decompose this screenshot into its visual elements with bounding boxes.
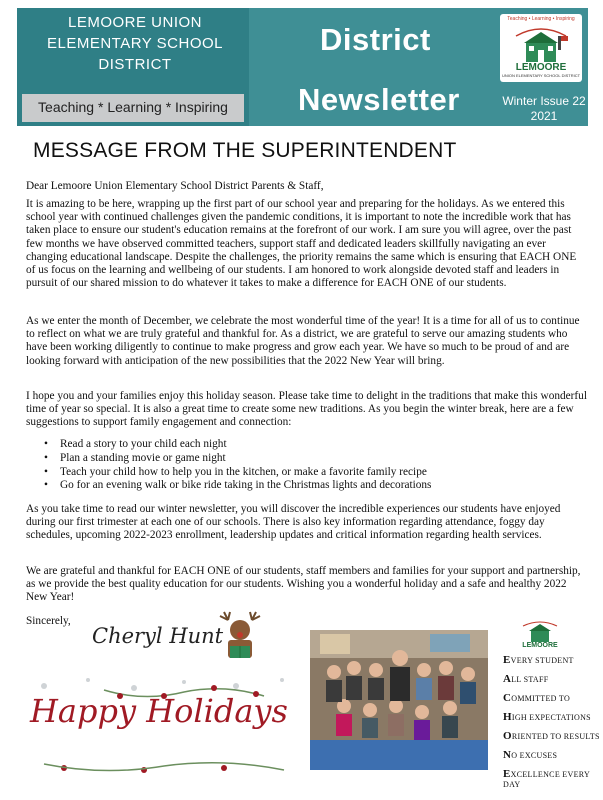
acronym-rest: OMMITTED TO xyxy=(511,694,571,703)
small-logo-name: LEMOORE xyxy=(522,642,558,649)
happy-holidays-text: Happy Holidays xyxy=(30,692,288,730)
article-heading: MESSAGE FROM THE SUPERINTENDENT xyxy=(33,139,457,162)
logo-name: LEMOORE xyxy=(515,62,567,73)
issue-label: Winter Issue 22 xyxy=(502,94,586,108)
acronym-line-committed xyxy=(503,692,570,704)
salutation: Dear Lemoore Union Elementary School District Parents & Staff, xyxy=(26,180,324,192)
class-photo xyxy=(310,630,488,770)
paragraph-4: As you take time to read our winter newsletter, you will discover the incredible experiences our students have enjoyed during our first trimester at each one of our schools. There is also key information regarding attendance, foggy day schedules, upcoming 2022-2023 enrollment, leadership updates and critical information regarding health services. xyxy=(26,503,561,542)
acronym-initial: H xyxy=(503,711,512,723)
acronym-initial: C xyxy=(503,692,512,704)
list-item: • Plan a standing movie or game night xyxy=(44,452,564,466)
signature: Cheryl Hunt xyxy=(92,624,224,648)
paragraph-5: We are grateful and thankful for EACH ONE of our students, staff members and families for your support and partnership, as we provide the best quality education for our students. Wishing you a wonderful holiday and a safe and healthy 2022 New Year! xyxy=(26,565,581,604)
reindeer-icon xyxy=(214,610,270,666)
acronym-initial: E xyxy=(503,768,511,780)
paragraph-2: As we enter the month of December, we celebrate the most wonderful time of the year! It is a time for all of us to continue to reflect on what we are truly grateful and thankful for. As a district, we are grateful to serve our amazing students who have been working diligently to continue to make progress and grow each year. We have so much to be proud of and are looking forward with anticipation of the new possibilities that the 2022 New Year will bring. xyxy=(26,315,580,367)
acronym-rest: LL STAFF xyxy=(511,675,549,684)
acronym-rest: VERY STUDENT xyxy=(510,656,574,665)
acronym-rest: O EXCUSES xyxy=(511,751,558,760)
acronym-line-all xyxy=(503,673,549,685)
acronym-initial: N xyxy=(503,749,512,761)
acronym-line-each xyxy=(503,654,574,666)
suggestion-list xyxy=(44,438,564,493)
acronym-initial: O xyxy=(503,730,512,742)
paragraph-1: It is amazing to be here, wrapping up the first part of our school year and preparing for the holidays. As we entered this school year with continued challenges given the pandemic conditions, it is important to note the incredible work that has taken place to ensure our student's education remains at the forefront of our work. I am sure you will agree, over the past few months we have observed committed teachers, support staff and dedicated leaders skillfully navigating an ever changing educational landscape. Despite the challenges, the priority remains the same which is ensuring that EACH ONE of us focus on the learning and wellbeing of our students. I am honored to work alongside devoted staff and leaders in pursuit of our shared mission to do whatever it takes to make a difference for EACH ONE of our students. xyxy=(26,198,577,290)
acronym-line-no xyxy=(503,749,557,761)
paragraph-3: I hope you and your families enjoy this holiday season. Please take time to delight in the traditions that make this wonderful time of year so special. It is also a great time to create some new traditions. As you begin the winter break, here are a few suggestions to support family engagement and connection: xyxy=(26,390,587,429)
school-name-line: DISTRICT xyxy=(98,56,172,73)
issue-year: 2021 xyxy=(530,109,558,123)
newsletter-title-line1: District xyxy=(320,22,431,57)
acronym-line-oriented xyxy=(503,730,600,742)
newsletter-title-line2: Newsletter xyxy=(298,82,460,117)
closing: Sincerely, xyxy=(26,615,71,627)
acronym-initial: A xyxy=(503,673,512,685)
school-name xyxy=(24,12,246,75)
issue-info xyxy=(500,94,588,124)
list-item: • Read a story to your child each night xyxy=(44,438,564,452)
acronym-rest: RIENTED TO RESULTS xyxy=(511,732,600,741)
students-photo-icon xyxy=(310,630,488,770)
acronym-rest: XCELLENCE EVERY DAY xyxy=(503,770,590,789)
logo-motto: Teaching • Learning • Inspiring xyxy=(507,16,575,22)
acronym-line-excellence xyxy=(503,768,603,789)
acronym-rest: IGH EXPECTATIONS xyxy=(511,713,591,722)
logo-subtitle: UNION ELEMENTARY SCHOOL DISTRICT xyxy=(501,73,581,78)
list-item: • Go for an evening walk or bike ride taking in the Christmas lights and decorations xyxy=(44,479,564,493)
acronym-line-high xyxy=(503,711,591,723)
school-name-line: ELEMENTARY SCHOOL xyxy=(46,35,224,52)
school-name-line: LEMOORE UNION xyxy=(67,14,202,31)
tagline: Teaching * Learning * Inspiring xyxy=(38,99,228,115)
acronym-initial: E xyxy=(503,654,511,666)
list-item: • Teach your child how to help you in the kitchen, or make a favorite family recipe xyxy=(44,466,564,480)
